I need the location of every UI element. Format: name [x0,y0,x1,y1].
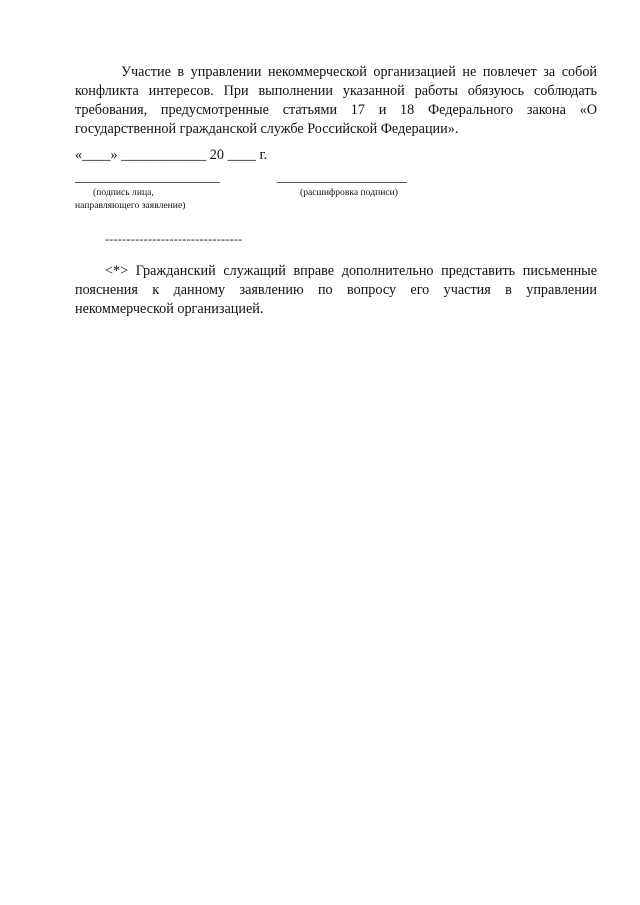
signature-line [75,182,220,183]
statement-paragraph: Участие в управлении некоммерческой организацией не повлечет за собой конфликта интересов. При выполнении указанной работы обязуюсь соблюдать требования, предусмотренные статьями 17 и 18 Федерального закона «О государственной гражданской службе Российской Федерации». [75,64,597,137]
footnote-separator: -------------------------------- [105,232,243,246]
signature-caption-line-1: (подпись лица, [93,187,154,198]
signature-caption-line-2: направляющего заявление) [75,200,186,211]
transcript-caption: (расшифровка подписи) [300,187,398,198]
transcript-line [277,182,407,183]
footnote-paragraph: <*> Гражданский служащий вправе дополнительно представить письменные пояснения к данному заявлению по вопросу его участия в управлении некоммерческой организацией. [75,263,597,317]
date-line: «____» ____________ 20 ____ г. [75,147,268,163]
